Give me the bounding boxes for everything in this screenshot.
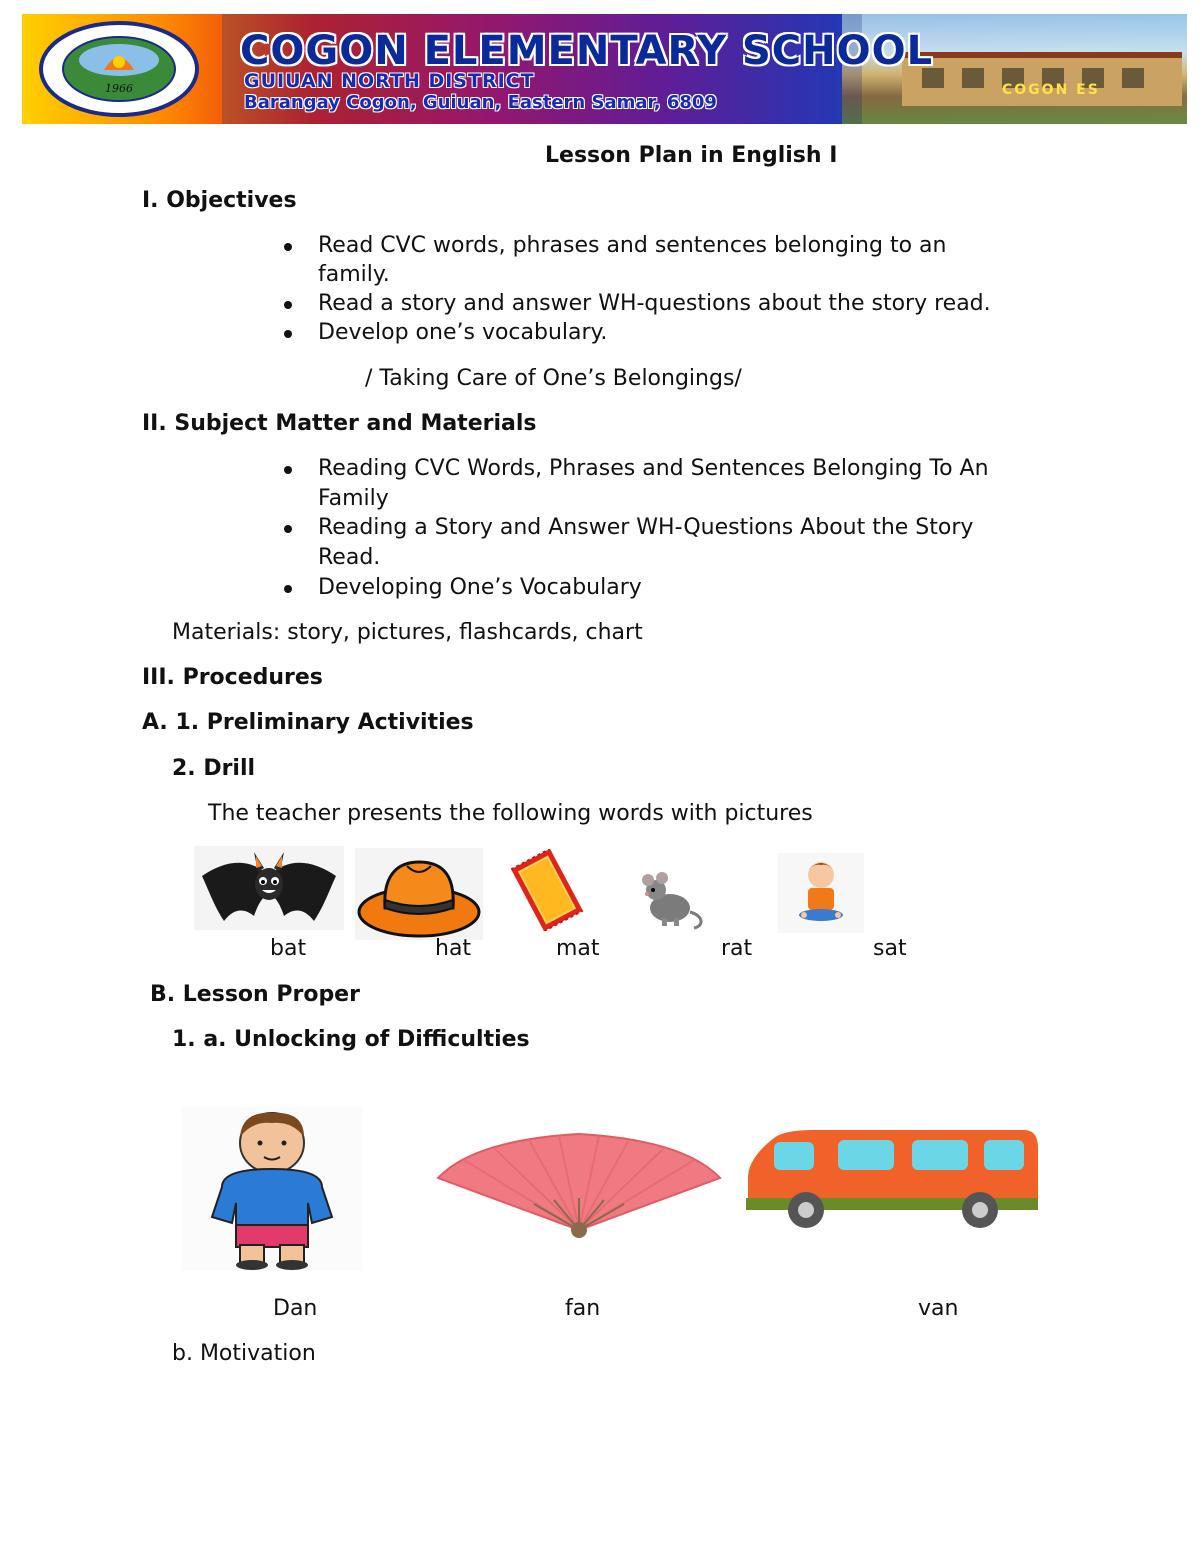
- subject-item: Reading a Story and Answer WH-Questions About the Story: [318, 515, 974, 540]
- school-logo-icon: [34, 20, 204, 118]
- subject-item-cont: Read.: [318, 545, 381, 570]
- drill-heading: 2. Drill: [172, 756, 256, 781]
- drill-word: rat: [721, 936, 753, 961]
- man-icon: [182, 1107, 362, 1271]
- drill-instructions: The teacher presents the following words with pictures: [208, 801, 813, 826]
- drill-word: sat: [873, 936, 907, 961]
- bat-icon: [194, 846, 344, 930]
- subject-item-cont: Family: [318, 486, 389, 511]
- drill-word: hat: [435, 936, 472, 961]
- unlocking-heading: 1. a. Unlocking of Difficulties: [172, 1027, 530, 1052]
- school-name: COGON ELEMENTARY SCHOOL: [240, 28, 934, 74]
- school-sign: COGON ES: [1002, 82, 1100, 98]
- objective-item: Develop one’s vocabulary.: [318, 320, 608, 345]
- bullet: [284, 243, 292, 251]
- drill-word: bat: [270, 936, 307, 961]
- objective-item: Read a story and answer WH-questions about the story read.: [318, 291, 991, 316]
- school-address: Barangay Cogon, Guiuan, Eastern Samar, 6809: [244, 92, 717, 113]
- bullet: [284, 301, 292, 309]
- materials-line: Materials: story, pictures, flashcards, chart: [172, 620, 643, 645]
- rat-icon: [634, 866, 710, 932]
- bullet: [284, 330, 292, 338]
- procedures-heading: III. Procedures: [142, 665, 323, 690]
- objectives-heading: I. Objectives: [142, 188, 297, 213]
- bullet: [284, 585, 292, 593]
- hat-icon: [355, 848, 483, 940]
- svg-text:1966: 1966: [105, 82, 133, 95]
- bullet: [284, 466, 292, 474]
- mat-icon: [503, 849, 591, 931]
- school-district: GUIUAN NORTH DISTRICT: [244, 70, 535, 92]
- fan-icon: [434, 1130, 724, 1240]
- drill-word: mat: [556, 936, 600, 961]
- subject-heading: II. Subject Matter and Materials: [142, 411, 537, 436]
- preliminary-heading: A. 1. Preliminary Activities: [142, 710, 474, 735]
- lesson-theme: / Taking Care of One’s Belongings/: [365, 366, 742, 391]
- motivation-heading: b. Motivation: [172, 1341, 316, 1366]
- unlock-word: fan: [565, 1296, 601, 1321]
- unlock-word: van: [918, 1296, 959, 1321]
- school-banner: [22, 14, 1187, 124]
- objective-item-cont: family.: [318, 262, 390, 287]
- unlock-word: Dan: [273, 1296, 318, 1321]
- page-title: Lesson Plan in English I: [545, 143, 838, 168]
- objective-item: Read CVC words, phrases and sentences belonging to an: [318, 233, 947, 258]
- boy-sitting-icon: [778, 853, 864, 933]
- van-icon: [744, 1128, 1040, 1230]
- subject-item: Reading CVC Words, Phrases and Sentences Belonging To An: [318, 456, 989, 481]
- subject-item: Developing One’s Vocabulary: [318, 575, 642, 600]
- lesson-proper-heading: B. Lesson Proper: [150, 982, 360, 1007]
- bullet: [284, 525, 292, 533]
